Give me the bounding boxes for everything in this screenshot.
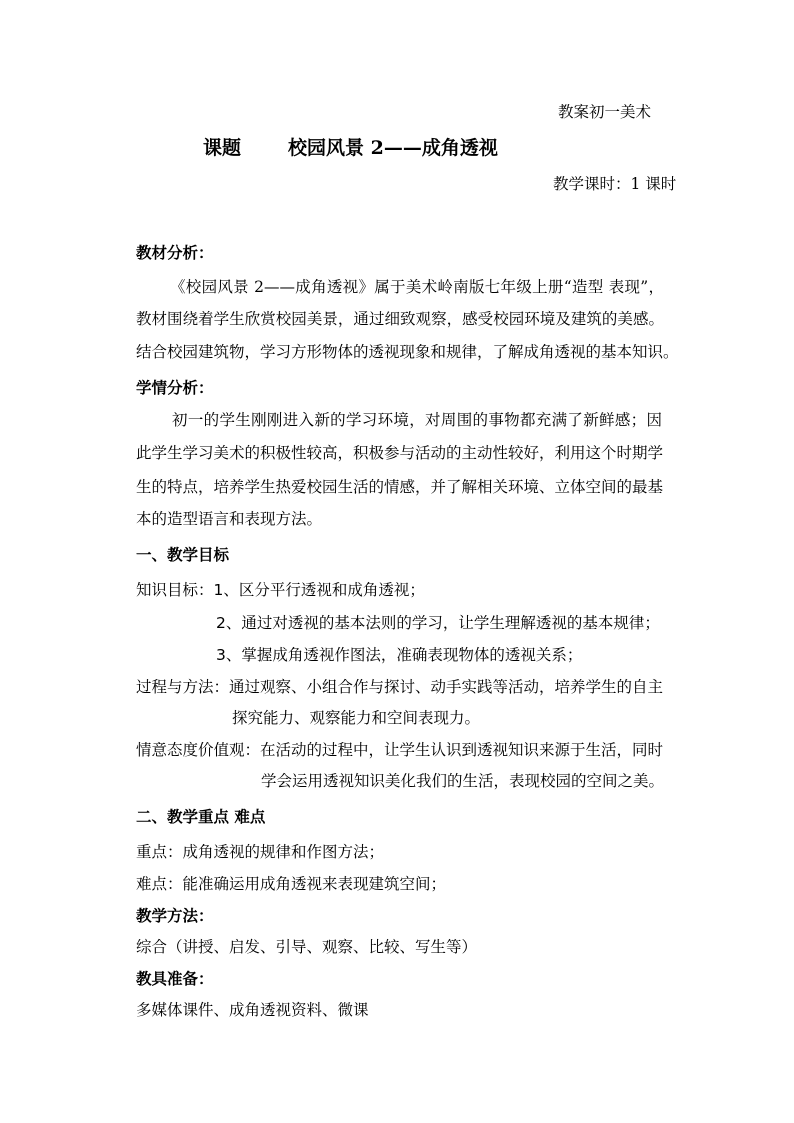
knowledge-objective-2: 2、通过对透视的基本法则的学习，让学生理解透视的基本规律； <box>216 614 660 632</box>
process-method-line-2: 探究能力、观察能力和空间表现力。 <box>232 709 481 727</box>
material-analysis-line: 《校园风景 2——成角透视》属于美术岭南版七年级上册“造型 表现”， <box>170 278 664 296</box>
emotion-value-line-2: 学会运用透视知识美化我们的生活，表现校园的空间之美。 <box>261 772 665 790</box>
objectives-heading: 一、教学目标 <box>136 545 230 564</box>
material-analysis-line: 结合校园建筑物，学习方形物体的透视现象和规律，了解成角透视的基本知识。 <box>136 343 679 361</box>
methods-heading: 教学方法： <box>136 906 214 925</box>
process-method-line-1: 过程与方法：通过观察、小组合作与探讨、动手实践等活动，培养学生的自主 <box>136 678 664 696</box>
learner-analysis-heading: 学情分析： <box>136 378 214 397</box>
page-title: 校园风景 2——成角透视 <box>288 137 498 159</box>
material-analysis-heading: 教材分析： <box>136 243 214 262</box>
tools-heading: 教具准备： <box>136 969 214 988</box>
class-hours: 教学课时：1 课时 <box>553 175 677 193</box>
methods-text: 综合（讲授、启发、引导、观察、比较、写生等） <box>136 938 478 956</box>
learner-analysis-line: 初一的学生刚刚进入新的学习环境，对周围的事物都充满了新鲜感；因 <box>172 411 662 429</box>
material-analysis-line: 教材围绕着学生欣赏校园美景，通过细致观察，感受校园环境及建筑的美感。 <box>136 310 664 328</box>
emotion-value-line-1: 情意态度价值观：在活动的过程中，让学生认识到透视知识来源于生活，同时 <box>136 741 664 759</box>
doc-label: 教案初一美术 <box>558 103 652 121</box>
knowledge-objective-3: 3、掌握成角透视作图法，准确表现物体的透视关系； <box>216 646 583 664</box>
learner-analysis-line: 本的造型语言和表现方法。 <box>136 510 323 528</box>
key-points-heading: 二、教学重点 难点 <box>136 807 266 826</box>
learner-analysis-line: 此学生学习美术的积极性较高，积极参与活动的主动性较好，利用这个时期学 <box>136 444 664 462</box>
difficulty-point: 难点：能准确运用成角透视来表现建筑空间； <box>136 875 447 893</box>
title-label: 课题 <box>203 137 242 159</box>
tools-text: 多媒体课件、成角透视资料、微课 <box>136 1001 369 1019</box>
key-point: 重点：成角透视的规律和作图方法； <box>136 843 385 861</box>
knowledge-objective-1: 知识目标：1、区分平行透视和成角透视； <box>136 581 425 599</box>
learner-analysis-line: 生的特点，培养学生热爱校园生活的情感，并了解相关环境、立体空间的最基 <box>136 478 664 496</box>
